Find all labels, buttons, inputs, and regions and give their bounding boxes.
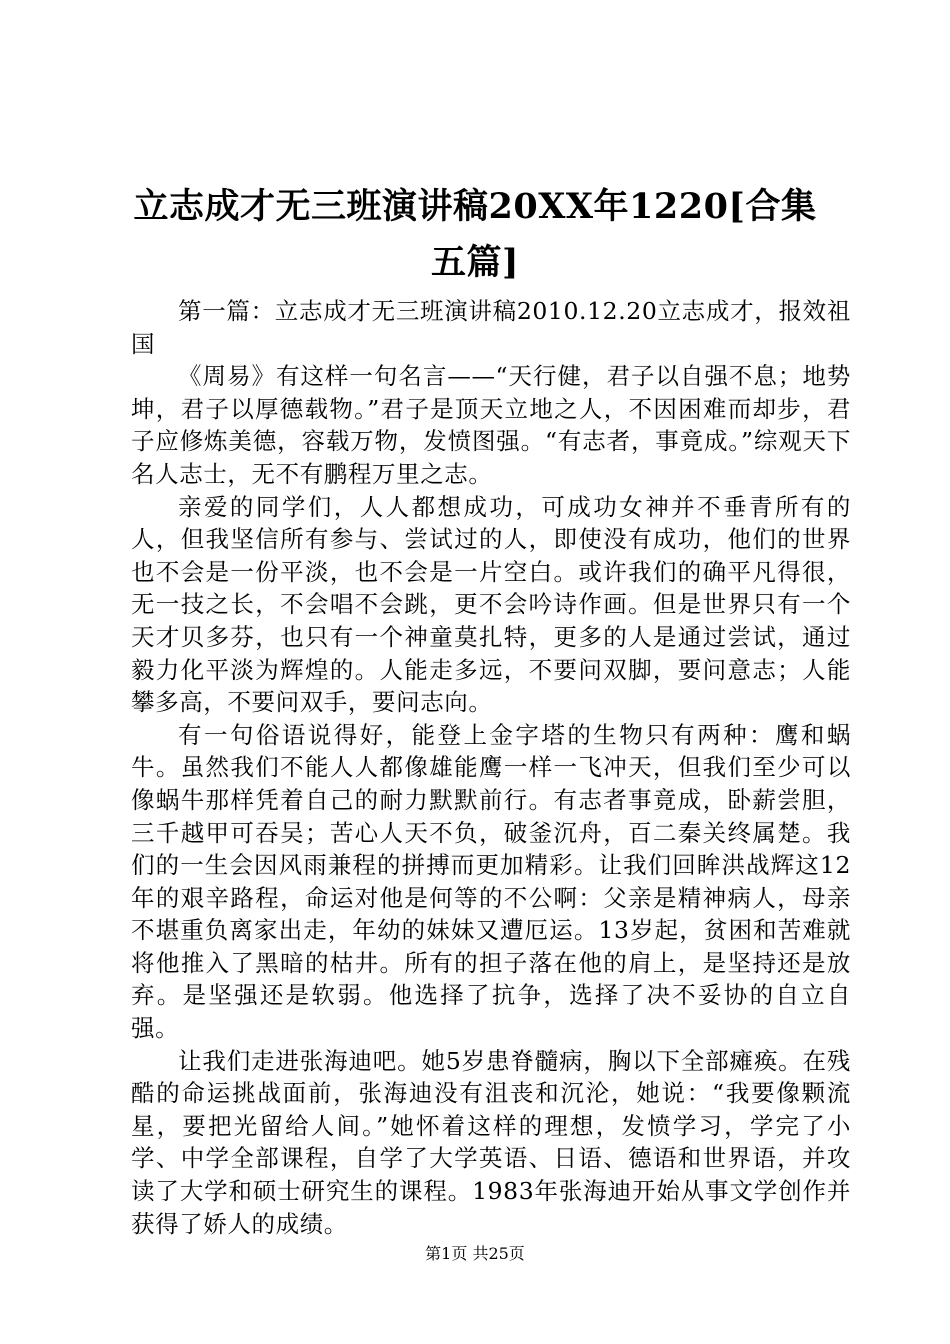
document-title: 立志成才无三班演讲稿20XX年1220[合集五篇] xyxy=(133,186,817,284)
paragraph: 有一句俗语说得好，能登上金字塔的生物只有两种：鹰和蜗牛。虽然我们不能人人都像雄能鹰一样一飞冲天，但我们至少可以像蜗牛那样凭着自己的耐力默默前行。有志者事竟成，卧薪尝胆，三千越甲可吞吴；苦心人天不负，破釜沉舟，百二秦关终属楚。我们的一生会因风雨兼程的拼搏而更加精彩。让我们回眸洪战辉这12年的艰辛路程，命运对他是何等的不公啊：父亲是精神病人，母亲不堪重负离家出走，年幼的妹妹又遭厄运。13岁起，贫困和苦难就将他推入了黑暗的枯井。所有的担子落在他的肩上，是坚持还是放弃。是坚强还是软弱。他选择了抗争，选择了决不妥协的自立自强。 xyxy=(131,720,851,1043)
paragraph: 让我们走进张海迪吧。她5岁患脊髓病，胸以下全部瘫痪。在残酷的命运挑战面前，张海迪没有沮丧和沉沦，她说：“我要像颗流星，要把光留给人间。”她怀着这样的理想，发愤学习，学完了小学、中学全部课程，自学了大学英语、日语、德语和世界语，并攻读了大学和硕士研究生的课程。1983年张海迪开始从事文学创作并获得了娇人的成绩。 xyxy=(131,1046,851,1238)
paragraph: 亲爱的同学们，人人都想成功，可成功女神并不垂青所有的人，但我坚信所有参与、尝试过的人，即使没有成功，他们的世界也不会是一份平淡，也不会是一片空白。或许我们的确平凡得很，无一技之长，不会唱不会跳，更不会吟诗作画。但是世界只有一个天才贝多芬，也只有一个神童莫扎特，更多的人是通过尝试，通过毅力化平淡为辉煌的。人能走多远，不要问双脚，要问意志；人能攀多高，不要问双手，要问志向。 xyxy=(131,492,851,717)
page-number-footer: 第1页 共25页 xyxy=(425,1244,525,1263)
paragraph: 《周易》有这样一句名言——“天行健，君子以自强不息；地势坤，君子以厚德载物。”君子是顶天立地之人，不因困难而却步，君子应修炼美德，容载万物，发愤图强。“有志者，事竟成。”综观天下名人志士，无不有鹏程万里之志。 xyxy=(131,362,851,488)
document-body xyxy=(131,295,851,1240)
paragraph-heading: 第一篇：立志成才无三班演讲稿2010.12.20立志成才，报效祖国 xyxy=(131,297,851,358)
